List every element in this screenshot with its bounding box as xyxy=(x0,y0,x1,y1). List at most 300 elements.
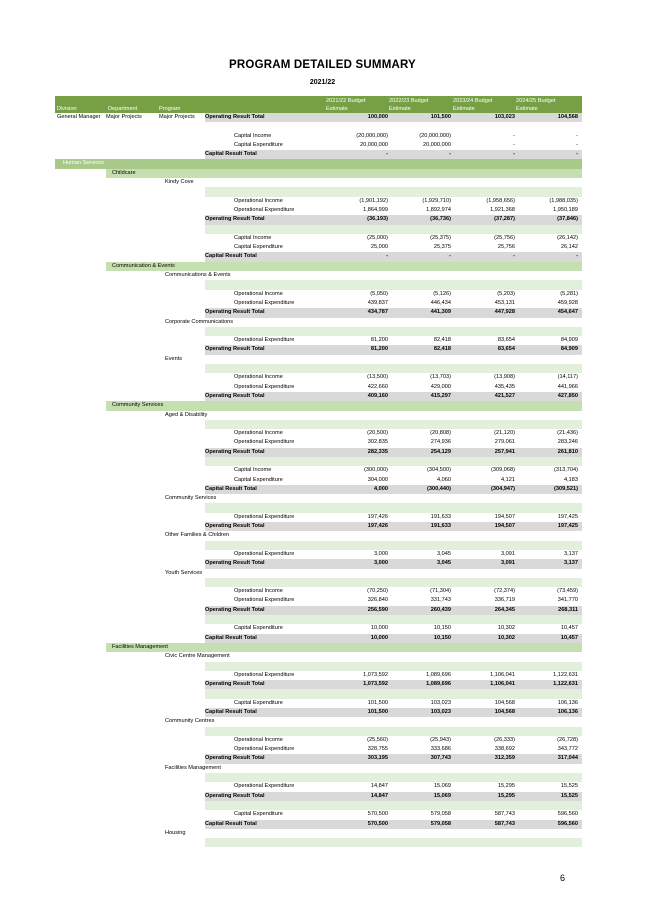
amount-cell: 15,069 xyxy=(433,783,451,790)
amount-cell: 1,892,974 xyxy=(426,206,451,213)
table-row xyxy=(55,150,582,159)
amount-cell: (20,500) xyxy=(367,430,388,437)
amount-cell: 3,137 xyxy=(564,560,578,567)
amount-cell: 15,525 xyxy=(560,783,578,790)
amount-cell: 10,150 xyxy=(433,625,451,632)
table-row xyxy=(55,643,582,652)
line-item-label: Capital Result Total xyxy=(205,820,257,827)
row-shading xyxy=(205,689,582,698)
amount-cell: 82,418 xyxy=(433,346,451,353)
amount-cell: 3,045 xyxy=(437,550,451,557)
amount-cell: 427,850 xyxy=(557,392,578,399)
line-item-label: Capital Result Total xyxy=(205,634,257,641)
amount-cell: 328,755 xyxy=(367,746,388,753)
amount-cell: 1,950,189 xyxy=(553,206,578,213)
amount-cell: (13,703) xyxy=(430,374,451,381)
amount-cell: (37,287) xyxy=(494,216,515,223)
amount-cell: 435,435 xyxy=(494,383,515,390)
amount-cell: - xyxy=(576,151,578,158)
amount-cell: - xyxy=(449,151,451,158)
line-item-label: Operational Income xyxy=(234,290,283,297)
amount-cell: (300,440) xyxy=(427,485,451,492)
row-shading xyxy=(106,643,582,652)
amount-cell: 197,426 xyxy=(367,523,388,530)
header-division: Division xyxy=(57,106,77,112)
row-shading xyxy=(205,727,582,736)
amount-cell: (309,521) xyxy=(554,485,578,492)
header-year-3: 2023/24 Budget xyxy=(453,98,493,104)
amount-cell: 84,909 xyxy=(560,346,578,353)
amount-cell: 343,772 xyxy=(557,746,578,753)
table-row xyxy=(55,113,582,122)
amount-cell: 317,044 xyxy=(557,755,578,762)
amount-cell: (300,000) xyxy=(364,467,388,474)
table-row xyxy=(55,169,582,178)
row-shading xyxy=(106,401,582,410)
header-year-2: 2022/23 Budget xyxy=(389,98,429,104)
line-item-label: Operating Result Total xyxy=(205,346,265,353)
amount-cell: 341,770 xyxy=(557,597,578,604)
amount-cell: - xyxy=(513,151,515,158)
amount-cell: 101,500 xyxy=(367,709,388,715)
amount-cell: 256,590 xyxy=(367,606,388,613)
table-row xyxy=(55,699,582,708)
amount-cell: (14,117) xyxy=(557,374,578,381)
line-item-label: Operational Expenditure xyxy=(234,550,295,557)
amount-cell: 587,743 xyxy=(494,811,515,818)
program-label: Community Centres xyxy=(165,718,215,725)
line-item-label: Capital Income xyxy=(234,132,272,139)
line-item-label: Operational Expenditure xyxy=(234,337,295,344)
department-label: Community Services xyxy=(112,402,164,409)
amount-cell: 1,089,696 xyxy=(426,681,451,688)
amount-cell: (36,736) xyxy=(430,216,451,223)
amount-cell: 429,000 xyxy=(430,383,451,390)
amount-cell: (26,142) xyxy=(557,234,578,241)
line-item-label: Operational Expenditure xyxy=(234,597,295,604)
amount-cell: (25,756) xyxy=(494,234,515,241)
table-row xyxy=(55,745,582,754)
table-row xyxy=(55,764,582,773)
header-year-2-sub: Estimate xyxy=(389,106,411,112)
header-department: Department xyxy=(108,106,138,112)
amount-cell: - xyxy=(513,132,515,139)
line-item-label: Capital Income xyxy=(234,467,272,474)
row-shading xyxy=(205,364,582,373)
table-row xyxy=(55,485,582,494)
amount-cell: 10,302 xyxy=(497,634,515,641)
amount-cell: 570,500 xyxy=(367,811,388,818)
table-row xyxy=(55,522,582,531)
row-shading xyxy=(205,225,582,234)
amount-cell: 197,426 xyxy=(367,513,388,520)
table-row xyxy=(55,773,582,782)
amount-cell: 197,425 xyxy=(557,513,578,520)
amount-cell: 312,359 xyxy=(494,755,515,762)
table-row xyxy=(55,178,582,187)
table-row xyxy=(55,252,582,261)
amount-cell: 81,200 xyxy=(370,346,388,353)
amount-cell: 596,560 xyxy=(557,811,578,818)
header-year-3-sub: Estimate xyxy=(453,106,475,112)
line-item-label: Capital Expenditure xyxy=(234,699,283,706)
line-item-label: Operating Result Total xyxy=(205,448,265,455)
amount-cell: 264,345 xyxy=(494,606,515,613)
table-row xyxy=(55,234,582,243)
amount-cell: 596,560 xyxy=(557,820,578,827)
amount-cell: - xyxy=(576,132,578,139)
amount-cell: 81,200 xyxy=(370,337,388,344)
table-row xyxy=(55,327,582,336)
amount-cell: 25,756 xyxy=(497,244,515,251)
amount-cell: 3,137 xyxy=(564,550,578,557)
line-item-label: Operational Expenditure xyxy=(234,439,295,446)
line-item-label: Capital Expenditure xyxy=(234,476,283,483)
amount-cell: 10,000 xyxy=(370,634,388,641)
row-shading xyxy=(205,503,582,512)
table-row xyxy=(55,392,582,401)
table-row xyxy=(55,792,582,801)
line-item-label: Operating Result Total xyxy=(205,560,265,567)
line-item-label: Operating Result Total xyxy=(205,523,265,530)
table-row xyxy=(55,271,582,280)
amount-cell: 103,023 xyxy=(430,699,451,706)
table-row xyxy=(55,457,582,466)
row-shading xyxy=(205,541,582,550)
line-item-label: Capital Expenditure xyxy=(234,141,283,148)
amount-cell: (26,333) xyxy=(494,736,515,743)
amount-cell: (25,000) xyxy=(367,234,388,241)
amount-cell: 104,568 xyxy=(557,114,578,120)
line-item-label: Capital Expenditure xyxy=(234,244,283,251)
amount-cell: 4,060 xyxy=(437,476,451,483)
table-row xyxy=(55,587,582,596)
amount-cell: 579,058 xyxy=(430,820,451,827)
amount-cell: 15,295 xyxy=(497,792,515,799)
table-row xyxy=(55,708,582,717)
table-row xyxy=(55,355,582,364)
amount-cell: 25,375 xyxy=(433,244,451,251)
amount-cell: 82,418 xyxy=(433,337,451,344)
amount-cell: 307,743 xyxy=(430,755,451,762)
table-row xyxy=(55,448,582,457)
program-label: Facilities Management xyxy=(165,764,221,771)
table-row xyxy=(55,736,582,745)
table-row xyxy=(55,215,582,224)
amount-cell: 254,129 xyxy=(430,448,451,455)
program-label: Kindy Cove xyxy=(165,179,194,186)
amount-cell: 333,686 xyxy=(430,746,451,753)
line-item-label: Operational Income xyxy=(234,736,283,743)
table-row xyxy=(55,290,582,299)
division-label: Human Services xyxy=(63,160,105,167)
table-row xyxy=(55,411,582,420)
amount-cell: 326,840 xyxy=(367,597,388,604)
amount-cell: (20,000,000) xyxy=(356,132,388,139)
line-item-label: Operating Result Total xyxy=(205,792,265,799)
program-label: Civic Centre Management xyxy=(165,653,230,660)
amount-cell: 439,837 xyxy=(367,299,388,306)
table-row xyxy=(55,159,582,168)
amount-cell: (5,126) xyxy=(433,290,451,297)
table-row xyxy=(55,336,582,345)
table-header xyxy=(55,96,582,113)
amount-cell: - xyxy=(386,253,388,260)
table-row xyxy=(55,634,582,643)
row-shading xyxy=(205,773,582,782)
amount-cell: 197,425 xyxy=(557,523,578,530)
amount-cell: 4,183 xyxy=(564,476,578,483)
amount-cell: 101,500 xyxy=(430,114,451,120)
table-row xyxy=(55,299,582,308)
program-label: Housing xyxy=(165,829,186,836)
amount-cell: 20,000,000 xyxy=(360,141,388,148)
table-row xyxy=(55,559,582,568)
amount-cell: 3,000 xyxy=(374,550,388,557)
amount-cell: 1,106,041 xyxy=(490,671,515,678)
line-item-label: Capital Income xyxy=(234,234,272,241)
amount-cell: - xyxy=(576,253,578,260)
table-row xyxy=(55,550,582,559)
table-row xyxy=(55,187,582,196)
line-item-label: Capital Result Total xyxy=(205,253,257,260)
table-body xyxy=(55,113,582,847)
line-item-label: Operational Expenditure xyxy=(234,671,295,678)
amount-cell: (1,929,710) xyxy=(422,197,451,204)
amount-cell: 303,195 xyxy=(367,755,388,762)
table-row xyxy=(55,318,582,327)
division-label: General Manager xyxy=(57,114,101,120)
amount-cell: 579,058 xyxy=(430,811,451,818)
amount-cell: 191,633 xyxy=(430,523,451,530)
row-shading xyxy=(205,801,582,810)
amount-cell: 1,106,041 xyxy=(490,681,515,688)
amount-cell: 103,023 xyxy=(430,709,451,715)
line-item-label: Operational Expenditure xyxy=(234,206,295,213)
amount-cell: 279,061 xyxy=(494,439,515,446)
amount-cell: 268,311 xyxy=(558,606,578,613)
amount-cell: 283,246 xyxy=(557,439,578,446)
table-row xyxy=(55,141,582,150)
row-shading xyxy=(205,420,582,429)
amount-cell: 10,457 xyxy=(560,634,578,641)
table-row xyxy=(55,541,582,550)
amount-cell: 104,568 xyxy=(494,699,515,706)
table-row xyxy=(55,401,582,410)
amount-cell: 261,810 xyxy=(557,448,578,455)
amount-cell: 1,073,592 xyxy=(363,681,388,688)
table-row xyxy=(55,494,582,503)
amount-cell: (25,375) xyxy=(430,234,451,241)
row-shading xyxy=(205,457,582,466)
amount-cell: (13,908) xyxy=(494,374,515,381)
table-row xyxy=(55,513,582,522)
row-shading xyxy=(106,169,582,178)
department-label: Communication & Events xyxy=(112,262,175,269)
department-label: Childcare xyxy=(112,169,136,176)
amount-cell: (20,808) xyxy=(430,430,451,437)
amount-cell: (5,281) xyxy=(560,290,578,297)
amount-cell: 570,500 xyxy=(367,820,388,827)
amount-cell: 282,335 xyxy=(367,448,388,455)
table-row xyxy=(55,569,582,578)
amount-cell: - xyxy=(449,253,451,260)
row-shading xyxy=(205,662,582,671)
table-row xyxy=(55,503,582,512)
amount-cell: 421,527 xyxy=(494,392,515,399)
amount-cell: 25,000 xyxy=(370,244,388,251)
amount-cell: 446,434 xyxy=(430,299,451,306)
table-row xyxy=(55,727,582,736)
amount-cell: 459,928 xyxy=(557,299,578,306)
table-row xyxy=(55,438,582,447)
table-row xyxy=(55,680,582,689)
amount-cell: 10,000 xyxy=(370,625,388,632)
amount-cell: (37,846) xyxy=(557,216,578,223)
amount-cell: 194,507 xyxy=(494,523,515,530)
amount-cell: 3,091 xyxy=(501,560,515,567)
table-row xyxy=(55,132,582,141)
amount-cell: 453,131 xyxy=(494,299,515,306)
table-row xyxy=(55,476,582,485)
table-row xyxy=(55,782,582,791)
amount-cell: 103,023 xyxy=(494,114,515,120)
amount-cell: 84,909 xyxy=(560,337,578,344)
line-item-label: Capital Result Total xyxy=(205,485,257,492)
amount-cell: (25,560) xyxy=(367,736,388,743)
table-row xyxy=(55,801,582,810)
amount-cell: 10,150 xyxy=(433,634,451,641)
line-item-label: Operating Result Total xyxy=(205,755,265,762)
header-program: Program xyxy=(159,106,181,112)
amount-cell: 422,660 xyxy=(367,383,388,390)
table-row xyxy=(55,717,582,726)
amount-cell: 441,966 xyxy=(557,383,578,390)
amount-cell: 434,787 xyxy=(367,309,388,316)
amount-cell: 83,654 xyxy=(497,337,515,344)
amount-cell: (1,901,192) xyxy=(359,197,388,204)
table-row xyxy=(55,606,582,615)
table-row xyxy=(55,420,582,429)
header-year-4-sub: Estimate xyxy=(516,106,538,112)
line-item-label: Operational Expenditure xyxy=(234,513,295,520)
line-item-label: Operational Expenditure xyxy=(234,746,295,753)
amount-cell: 454,647 xyxy=(557,309,578,316)
line-item-label: Operational Income xyxy=(234,430,283,437)
amount-cell: 100,000 xyxy=(367,114,388,120)
amount-cell: 83,654 xyxy=(497,346,515,353)
table-row xyxy=(55,373,582,382)
amount-cell: 3,091 xyxy=(501,550,515,557)
table-row xyxy=(55,429,582,438)
table-row xyxy=(55,624,582,633)
line-item-label: Capital Expenditure xyxy=(234,625,283,632)
table-row xyxy=(55,345,582,354)
line-item-label: Operating Result Total xyxy=(205,309,265,316)
amount-cell: 20,000,000 xyxy=(423,141,451,148)
program-label: Aged & Disability xyxy=(165,411,208,418)
table-row xyxy=(55,531,582,540)
row-shading xyxy=(205,838,582,847)
amount-cell: 15,069 xyxy=(433,792,451,799)
page-subtitle: 2021/22 xyxy=(309,79,336,86)
line-item-label: Capital Result Total xyxy=(205,709,257,715)
amount-cell: 1,073,592 xyxy=(363,671,388,678)
amount-cell: 415,297 xyxy=(430,392,451,399)
table-row xyxy=(55,820,582,829)
program-label: Communications & Events xyxy=(165,272,231,279)
amount-cell: (304,500) xyxy=(427,467,451,474)
department-label: Major Projects xyxy=(106,114,142,120)
amount-cell: 104,568 xyxy=(494,709,515,715)
amount-cell: 14,847 xyxy=(370,792,388,799)
amount-cell: 331,743 xyxy=(430,597,451,604)
program-label: Corporate Communications xyxy=(165,318,234,325)
amount-cell: (73,459) xyxy=(557,588,578,595)
table-row xyxy=(55,225,582,234)
table-row xyxy=(55,206,582,215)
table-row xyxy=(55,383,582,392)
line-item-label: Operational Expenditure xyxy=(234,299,295,306)
amount-cell: - xyxy=(386,151,388,158)
line-item-label: Operating Result Total xyxy=(205,114,265,120)
program-label: Community Services xyxy=(165,495,217,502)
amount-cell: 302,835 xyxy=(367,439,388,446)
amount-cell: 338,692 xyxy=(494,746,515,753)
amount-cell: 26,142 xyxy=(560,244,578,251)
amount-cell: (21,436) xyxy=(557,430,578,437)
table-row xyxy=(55,662,582,671)
program-label: Other Families & Children xyxy=(165,532,230,539)
row-shading xyxy=(205,187,582,196)
amount-cell: 10,457 xyxy=(560,625,578,632)
amount-cell: (72,374) xyxy=(494,588,515,595)
header-year-4: 2024/25 Budget xyxy=(516,98,556,104)
row-shading xyxy=(55,159,582,168)
amount-cell: (313,704) xyxy=(554,467,578,474)
line-item-label: Operating Result Total xyxy=(205,216,265,223)
row-shading xyxy=(205,327,582,336)
line-item-label: Operating Result Total xyxy=(205,606,265,613)
table-row xyxy=(55,280,582,289)
amount-cell: (20,000,000) xyxy=(419,132,451,139)
amount-cell: 3,045 xyxy=(437,560,451,567)
table-row xyxy=(55,596,582,605)
amount-cell: (70,250) xyxy=(367,588,388,595)
line-item-label: Operational Expenditure xyxy=(234,783,295,790)
table-row xyxy=(55,810,582,819)
table-row xyxy=(55,838,582,847)
amount-cell: (71,304) xyxy=(430,588,451,595)
amount-cell: 14,847 xyxy=(370,783,388,790)
amount-cell: (26,728) xyxy=(557,736,578,743)
line-item-label: Capital Expenditure xyxy=(234,811,283,818)
table-row xyxy=(55,671,582,680)
amount-cell: 257,941 xyxy=(494,448,515,455)
amount-cell: (304,947) xyxy=(491,485,515,492)
table-row xyxy=(55,262,582,271)
row-shading xyxy=(205,280,582,289)
program-label: Major Projects xyxy=(159,114,195,120)
table-row xyxy=(55,615,582,624)
page-number: 6 xyxy=(560,873,566,883)
row-shading xyxy=(205,578,582,587)
header-year-1: 2021/22 Budget xyxy=(326,98,366,104)
line-item-label: Operational Expenditure xyxy=(234,383,295,390)
amount-cell: 1,122,631 xyxy=(553,681,578,688)
row-shading xyxy=(106,262,582,271)
amount-cell: - xyxy=(513,253,515,260)
